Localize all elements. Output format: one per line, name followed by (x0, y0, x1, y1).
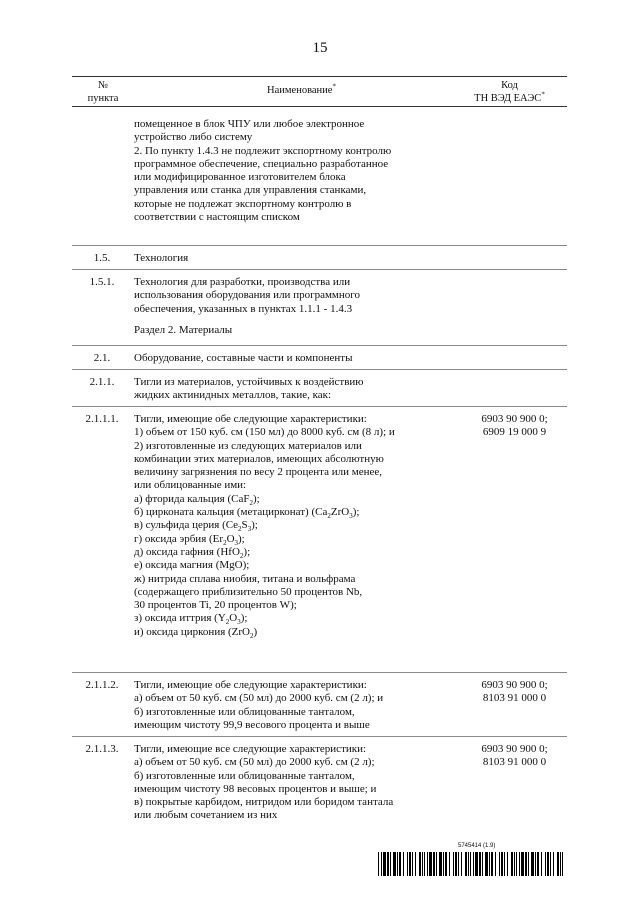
barcode-bar (439, 852, 442, 876)
row-code: 6903 90 900 0; 8103 91 000 0 (481, 743, 548, 769)
barcode-bar (461, 852, 462, 876)
row-number: 1.5. (93, 252, 111, 264)
barcode-bar (427, 852, 428, 876)
barcode-bar (553, 852, 554, 876)
barcode-bar (545, 852, 546, 876)
row-name: Тигли, имеющие все следующие характеристики: а) объем от 50 куб. см (50 мл) до 2000 куб. см (2 л); б) изготовленные или облицованные танталом, имеющим чистоту 98 весовых процентов и выше; и в) покрытые карбидом, нитридом или боридом тантала или любым сочетанием из них (134, 743, 394, 822)
barcode-bar (514, 852, 515, 876)
barcode-icon (378, 852, 564, 876)
barcode-bar (504, 852, 505, 876)
row-name: Тигли из материалов, устойчивых к воздействию жидких актинидных металлов, такие, как: (134, 376, 364, 402)
table-row (72, 245, 567, 269)
page-number: 15 (312, 40, 328, 56)
barcode-bar (419, 852, 421, 876)
barcode-bar (475, 852, 478, 876)
row-name: Тигли, имеющие обе следующие характеристики: а) объем от 50 куб. см (50 мл) до 2000 куб. см (2 л); и б) изготовленные или облицованные танталом, имеющим чистоту 99,9 весового процента и выше (134, 679, 384, 731)
barcode-bar (473, 852, 474, 876)
barcode-bar (449, 852, 450, 876)
barcode-bar (415, 852, 416, 876)
barcode-bar (453, 852, 454, 876)
row-number: 1.5.1. (89, 276, 115, 288)
table-row (72, 345, 567, 369)
barcode-bar (458, 852, 459, 876)
barcode-bar (562, 852, 563, 876)
barcode-bar (499, 852, 500, 876)
barcode-bar (465, 852, 467, 876)
row-number: 2.1.1.1. (85, 413, 119, 425)
barcode-bar (541, 852, 542, 876)
row-name: Тигли, имеющие обе следующие характеристики: 1) объем от 150 куб. см (150 мл) до 8000 куб. см (8 л); и 2) изготовленные из следующих материалов или комбинации этих материалов, имеющих абсолютную величину загрязнения по весу 2 процента или менее, или облицованные ими: а) фторида кальция (CaF$_2$); б) цирконата кальция (метацирконат) $(Ca_2ZrO_3)$; в) сульфида церия $(Ce_2S_3)$; г) оксида эрбия $(Er_2O_3)$; д) оксида гафния (HfO$_2$); е) оксида магния (MgO); ж) нитрида сплава ниобия, титана и вольфрама (содержащего приблизительно 50 процентов Nb, 30 процентов Ti, 20 процентов W); з) оксида иттрия $(Y_2O_3)$; и) оксида циркония (ZrO$_2$) (134, 413, 395, 640)
barcode-bar (403, 852, 404, 876)
barcode-bar (531, 852, 534, 876)
barcode-bar (528, 852, 529, 876)
barcode-bar (557, 852, 559, 876)
header-item-number: № пункта (87, 80, 119, 104)
barcode-bar (535, 852, 536, 876)
table-row (72, 324, 567, 345)
barcode-bar (550, 852, 551, 876)
barcode-bar (390, 852, 391, 876)
barcode-bar (397, 852, 398, 876)
row-name: Технология (134, 252, 189, 264)
barcode-bar (422, 852, 423, 876)
barcode-bar (393, 852, 396, 876)
barcode-bar (443, 852, 444, 876)
row-name: Технология для разработки, производства или использования оборудования или программного обеспечения, указанных в пунктах 1.1.1 - 1.4.3 (134, 276, 361, 315)
barcode-bar (445, 852, 447, 876)
barcode-bar (424, 852, 425, 876)
table-body (72, 118, 567, 829)
barcode-bar (433, 852, 435, 876)
barcode-bar (491, 852, 493, 876)
barcode-bar (525, 852, 527, 876)
barcode-bar (485, 852, 488, 876)
barcode-bar (399, 852, 401, 876)
header-code: Код ТН ВЭД ЕАЭС* (474, 80, 545, 104)
table-row (72, 369, 567, 406)
section-title: Раздел 2. Материалы (134, 324, 233, 336)
barcode-bar (455, 852, 457, 876)
barcode-bar (479, 852, 481, 876)
barcode-bar (381, 852, 382, 876)
barcode-bar (507, 852, 508, 876)
barcode-bar (429, 852, 432, 876)
barcode-bar (516, 852, 517, 876)
row-name: Оборудование, составные части и компоненты (134, 352, 353, 364)
barcode-bar (436, 852, 437, 876)
table-row (72, 672, 567, 736)
barcode-bar (519, 852, 520, 876)
barcode-bar (412, 852, 413, 876)
table-header (72, 76, 567, 107)
barcode-bar (387, 852, 389, 876)
row-code: 6903 90 900 0; 6909 19 000 9 (481, 413, 548, 439)
barcode-bar (547, 852, 549, 876)
barcode-bar (470, 852, 471, 876)
barcode-bar (511, 852, 513, 876)
row-number: 2.1.1.3. (85, 743, 119, 755)
barcode-bar (407, 852, 408, 876)
barcode-bar (383, 852, 386, 876)
table-row (72, 118, 567, 245)
barcode-bar (409, 852, 411, 876)
barcode-bar (378, 852, 379, 876)
row-number: 2.1.1.2. (85, 679, 119, 691)
barcode-bar (482, 852, 483, 876)
row-number: 2.1. (93, 352, 111, 364)
barcode-bar (495, 852, 496, 876)
row-code: 6903 90 900 0; 8103 91 000 0 (481, 679, 548, 705)
table-row (72, 736, 567, 829)
table-row (72, 406, 567, 672)
barcode-bar (501, 852, 503, 876)
barcode-number: 5745414 (1.9) (458, 843, 496, 849)
barcode-bar (489, 852, 490, 876)
barcode-bar (468, 852, 469, 876)
barcode-bar (560, 852, 561, 876)
row-name: помещенное в блок ЧПУ или любое электронное устройство либо систему 2. По пункту 1.4.3 не подлежит экспортному контролю программное обеспечение, специально разработанное или модифицированное изготовителем блока управления или станка для управления станками, которые не подлежат экспортному контролю в соответствии с настоящим списком (134, 118, 392, 224)
barcode-bar (521, 852, 524, 876)
row-number: 2.1.1. (89, 376, 115, 388)
table-row (72, 269, 567, 324)
barcode-bar (537, 852, 539, 876)
header-name: Наименование* (267, 82, 336, 96)
